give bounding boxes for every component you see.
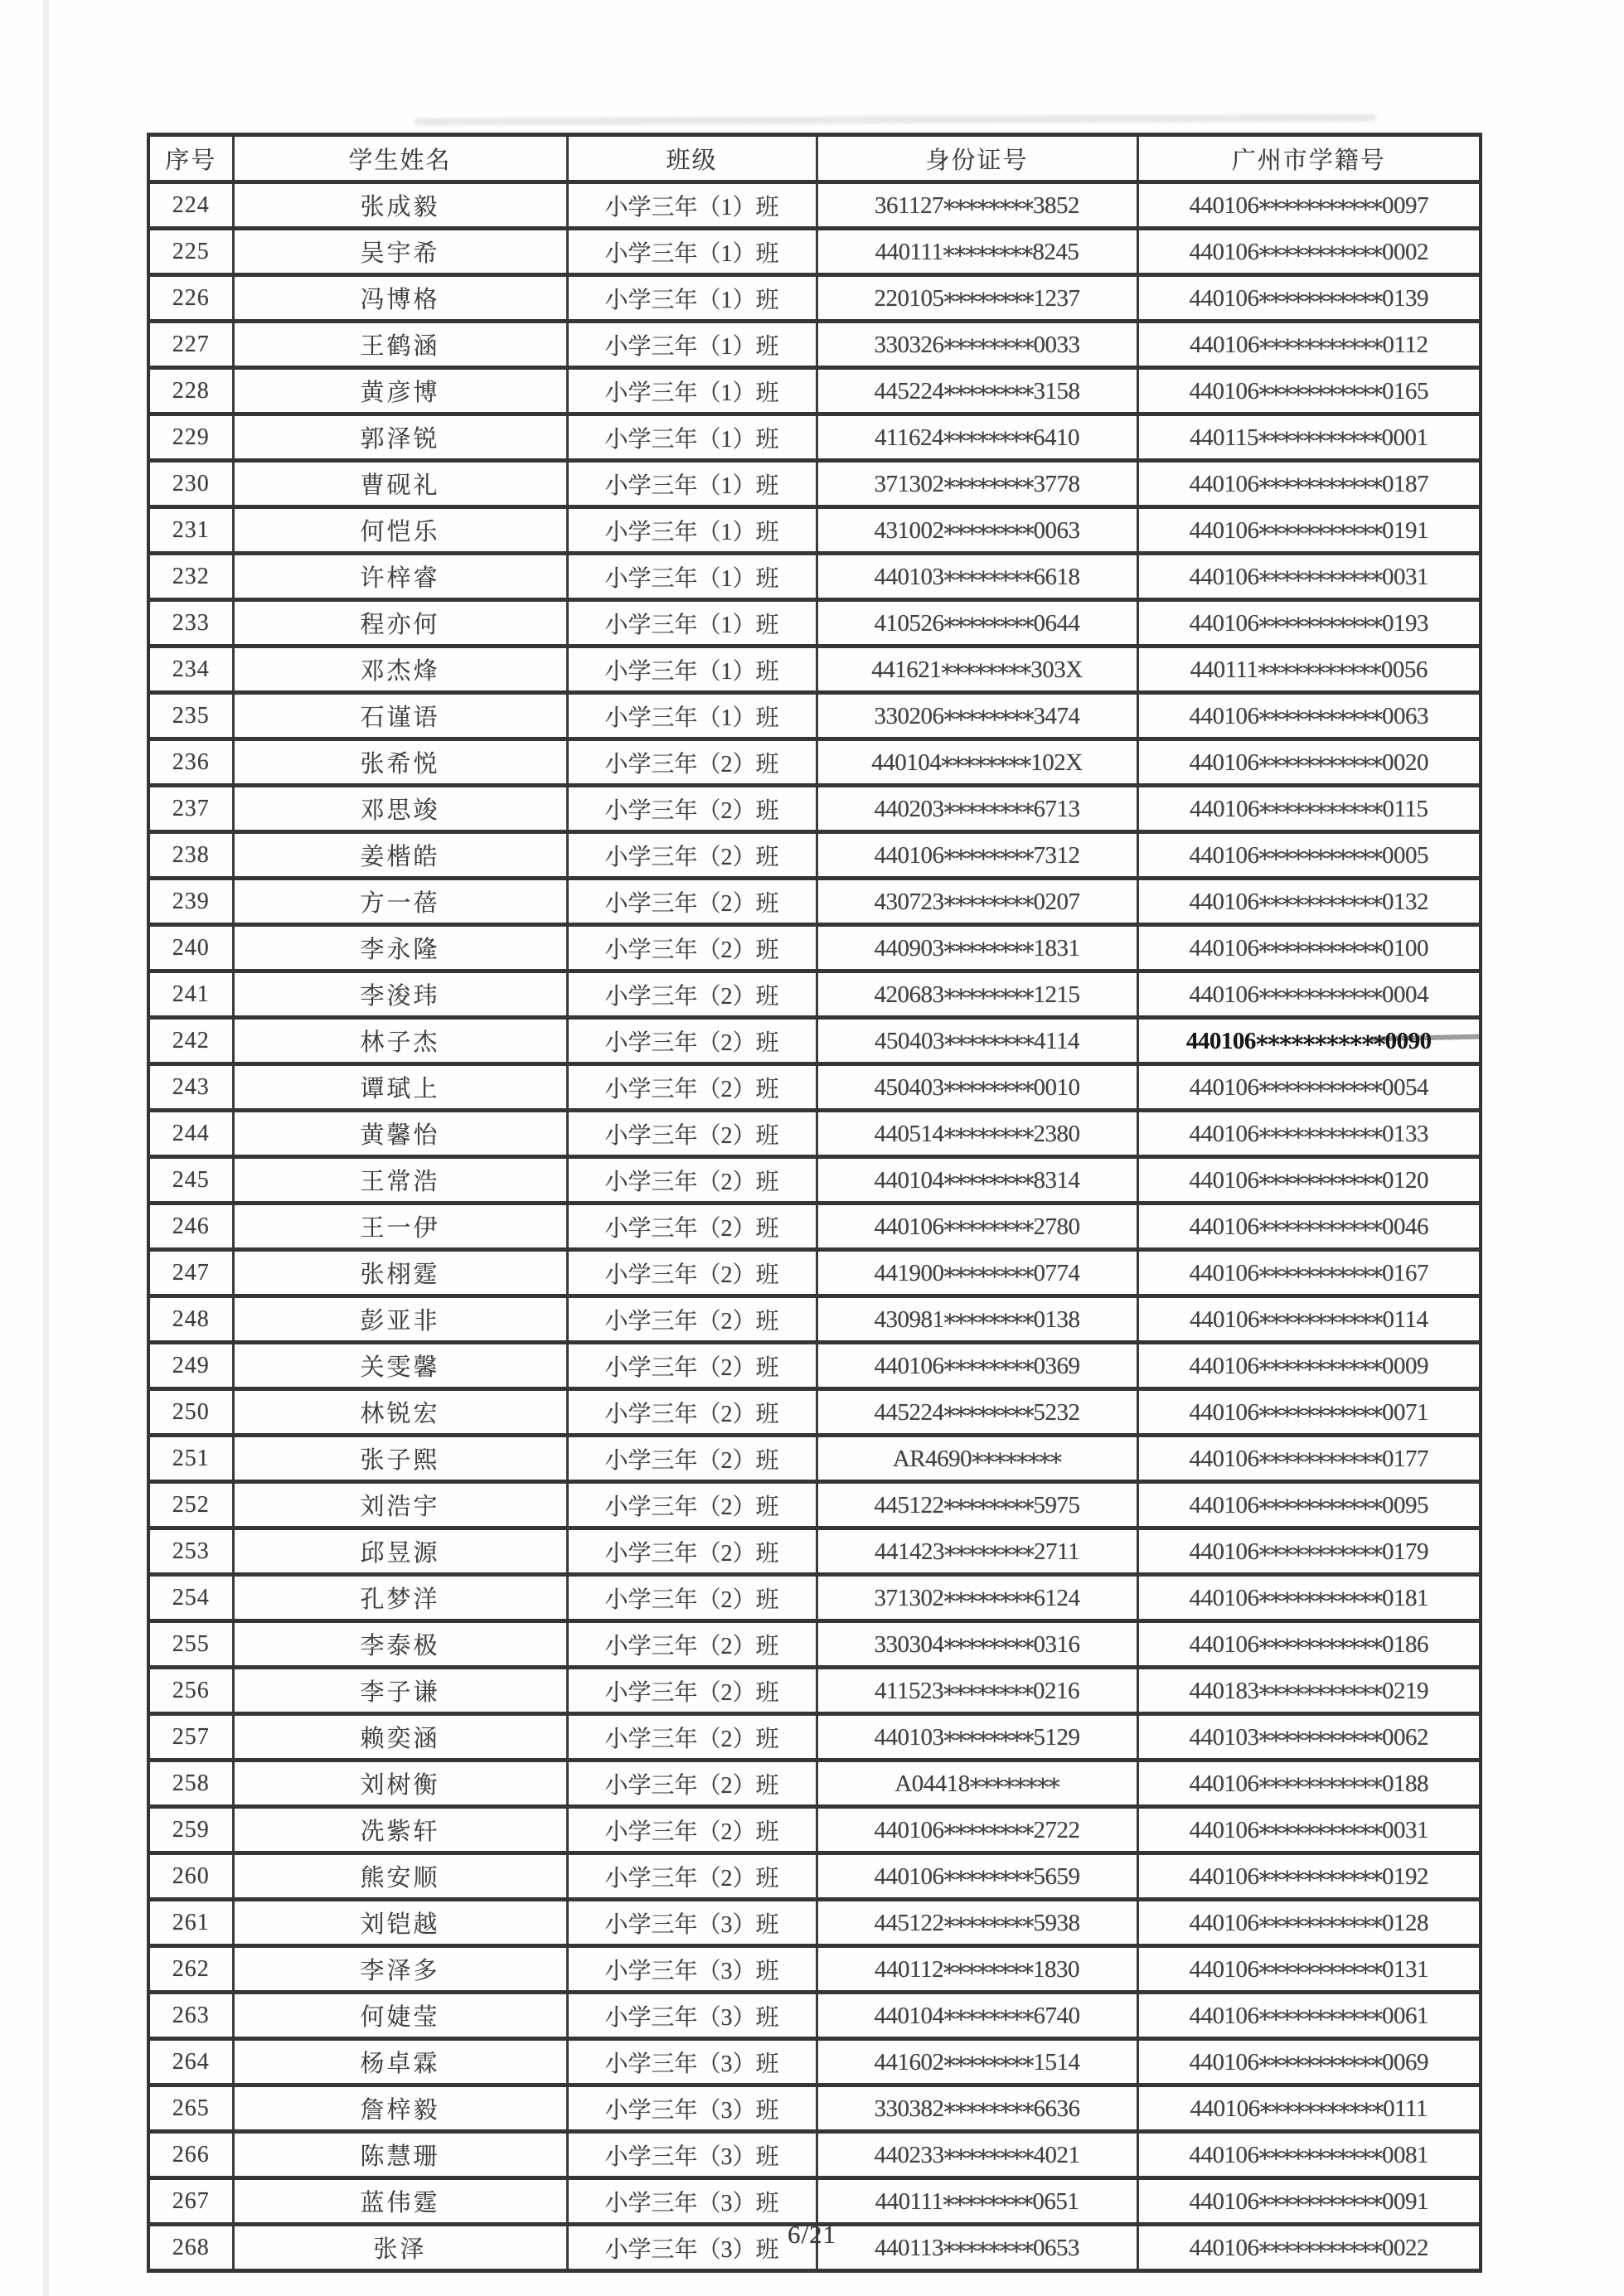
cell-student-number: 440106***********0090	[1137, 1018, 1481, 1064]
cell-student-number: 440106***********0188	[1137, 1761, 1481, 1807]
cell-student-name: 关雯馨	[233, 1343, 567, 1389]
cell-serial-number: 261	[148, 1900, 233, 1946]
cell-class: 小学三年（2）班	[567, 1761, 817, 1807]
cell-student-name: 许梓睿	[233, 554, 567, 600]
cell-student-number: 440106***********0186	[1137, 1621, 1481, 1668]
cell-student-name: 邱昱源	[233, 1528, 567, 1575]
table-row	[148, 1064, 1481, 1111]
cell-student-name: 黄彦博	[233, 368, 567, 414]
cell-serial-number: 241	[148, 971, 233, 1018]
cell-student-name: 陈慧珊	[233, 2132, 567, 2178]
table-row	[148, 1343, 1481, 1389]
cell-serial-number: 247	[148, 1250, 233, 1296]
cell-student-number: 440106***********0193	[1137, 600, 1481, 647]
cell-id-card-number: AR4690********	[817, 1436, 1137, 1482]
cell-student-name: 邓思竣	[233, 786, 567, 832]
cell-class: 小学三年（3）班	[567, 2178, 817, 2225]
cell-class: 小学三年（2）班	[567, 1668, 817, 1714]
cell-serial-number: 231	[148, 507, 233, 554]
cell-class: 小学三年（2）班	[567, 971, 817, 1018]
cell-class: 小学三年（2）班	[567, 1575, 817, 1621]
cell-student-number: 440115***********0001	[1137, 414, 1481, 461]
cell-student-number: 440106***********0061	[1137, 1993, 1481, 2039]
cell-student-name: 李永隆	[233, 925, 567, 971]
table-row	[148, 693, 1481, 739]
cell-student-name: 吴宇希	[233, 229, 567, 275]
table-row	[148, 647, 1481, 693]
cell-class: 小学三年（1）班	[567, 182, 817, 229]
cell-student-name: 林锐宏	[233, 1389, 567, 1436]
table-row	[148, 461, 1481, 507]
cell-student-name: 杨卓霖	[233, 2039, 567, 2085]
cell-id-card-number: 450403********4114	[817, 1018, 1137, 1064]
cell-serial-number: 256	[148, 1668, 233, 1714]
student-roster-table	[147, 133, 1482, 2273]
cell-student-number: 440106***********0131	[1137, 1946, 1481, 1993]
cell-serial-number: 268	[148, 2225, 233, 2271]
table-row	[148, 1528, 1481, 1575]
cell-student-number: 440106***********0091	[1137, 2178, 1481, 2225]
table-row	[148, 1111, 1481, 1157]
cell-id-card-number: 440103********6618	[817, 554, 1137, 600]
cell-serial-number: 232	[148, 554, 233, 600]
cell-student-name: 刘铠越	[233, 1900, 567, 1946]
cell-student-name: 赖奕涵	[233, 1714, 567, 1761]
cell-serial-number: 239	[148, 879, 233, 925]
table-row	[148, 1250, 1481, 1296]
cell-serial-number: 233	[148, 600, 233, 647]
cell-serial-number: 254	[148, 1575, 233, 1621]
cell-serial-number: 226	[148, 275, 233, 322]
table-row	[148, 1157, 1481, 1204]
cell-serial-number: 255	[148, 1621, 233, 1668]
table-row	[148, 1900, 1481, 1946]
cell-id-card-number: 440203********6713	[817, 786, 1137, 832]
cell-student-name: 张成毅	[233, 182, 567, 229]
cell-id-card-number: 420683********1215	[817, 971, 1137, 1018]
cell-student-name: 王鹤涵	[233, 322, 567, 368]
cell-id-card-number: 440106********5659	[817, 1853, 1137, 1900]
cell-class: 小学三年（2）班	[567, 739, 817, 786]
cell-serial-number: 260	[148, 1853, 233, 1900]
cell-id-card-number: 440111********0651	[817, 2178, 1137, 2225]
cell-student-number: 440111***********0056	[1137, 647, 1481, 693]
cell-student-number: 440106***********0081	[1137, 2132, 1481, 2178]
cell-class: 小学三年（2）班	[567, 1714, 817, 1761]
cell-student-number: 440106***********0179	[1137, 1528, 1481, 1575]
cell-id-card-number: 445122********5975	[817, 1482, 1137, 1528]
cell-serial-number: 245	[148, 1157, 233, 1204]
cell-id-card-number: 440106********2722	[817, 1807, 1137, 1853]
table-row	[148, 879, 1481, 925]
cell-student-number: 440106***********0114	[1137, 1296, 1481, 1343]
table-row	[148, 2039, 1481, 2085]
cell-id-card-number: 445224********3158	[817, 368, 1137, 414]
cell-serial-number: 264	[148, 2039, 233, 2085]
table-row	[148, 1482, 1481, 1528]
cell-student-name: 张希悦	[233, 739, 567, 786]
table-row	[148, 739, 1481, 786]
cell-student-number: 440106***********0063	[1137, 693, 1481, 739]
cell-student-name: 林子杰	[233, 1018, 567, 1064]
cell-student-number: 440106***********0191	[1137, 507, 1481, 554]
cell-id-card-number: 441602********1514	[817, 2039, 1137, 2085]
cell-class: 小学三年（1）班	[567, 554, 817, 600]
cell-serial-number: 262	[148, 1946, 233, 1993]
table-body	[148, 182, 1481, 2271]
cell-id-card-number: 440514********2380	[817, 1111, 1137, 1157]
table-row	[148, 507, 1481, 554]
cell-student-name: 李浚玮	[233, 971, 567, 1018]
cell-serial-number: 266	[148, 2132, 233, 2178]
table-row	[148, 414, 1481, 461]
cell-student-name: 孔梦洋	[233, 1575, 567, 1621]
table-row	[148, 1714, 1481, 1761]
table-row	[148, 2132, 1481, 2178]
cell-student-number: 440106***********0031	[1137, 554, 1481, 600]
cell-id-card-number: 441900********0774	[817, 1250, 1137, 1296]
cell-serial-number: 244	[148, 1111, 233, 1157]
cell-id-card-number: 330304********0316	[817, 1621, 1137, 1668]
cell-student-name: 方一蓓	[233, 879, 567, 925]
cell-serial-number: 236	[148, 739, 233, 786]
table-row	[148, 2178, 1481, 2225]
table-row	[148, 2085, 1481, 2132]
table-row	[148, 832, 1481, 879]
cell-serial-number: 251	[148, 1436, 233, 1482]
cell-serial-number: 259	[148, 1807, 233, 1853]
cell-class: 小学三年（1）班	[567, 229, 817, 275]
cell-id-card-number: 440233********4021	[817, 2132, 1137, 2178]
cell-student-number: 440106***********0177	[1137, 1436, 1481, 1482]
cell-id-card-number: 441423********2711	[817, 1528, 1137, 1575]
cell-student-number: 440106***********0167	[1137, 1250, 1481, 1296]
cell-class: 小学三年（2）班	[567, 832, 817, 879]
page-number: 6/21	[787, 2220, 837, 2249]
table-row	[148, 1436, 1481, 1482]
cell-class: 小学三年（2）班	[567, 1807, 817, 1853]
cell-id-card-number: 440106********0369	[817, 1343, 1137, 1389]
cell-class: 小学三年（2）班	[567, 925, 817, 971]
cell-serial-number: 224	[148, 182, 233, 229]
cell-student-number: 440106***********0031	[1137, 1807, 1481, 1853]
cell-serial-number: 250	[148, 1389, 233, 1436]
cell-student-name: 彭亚非	[233, 1296, 567, 1343]
cell-id-card-number: 430723********0207	[817, 879, 1137, 925]
scan-edge-artifact	[43, 0, 49, 2296]
cell-id-card-number: 445224********5232	[817, 1389, 1137, 1436]
cell-serial-number: 257	[148, 1714, 233, 1761]
cell-class: 小学三年（2）班	[567, 1528, 817, 1575]
cell-serial-number: 238	[148, 832, 233, 879]
cell-student-name: 蓝伟霆	[233, 2178, 567, 2225]
cell-id-card-number: 330326********0033	[817, 322, 1137, 368]
cell-student-number: 440106***********0100	[1137, 925, 1481, 971]
cell-student-name: 张子熙	[233, 1436, 567, 1482]
cell-serial-number: 235	[148, 693, 233, 739]
cell-student-name: 冼紫轩	[233, 1807, 567, 1853]
scan-smudge-artifact	[414, 114, 1376, 125]
cell-student-number: 440106***********0095	[1137, 1482, 1481, 1528]
table-row	[148, 1389, 1481, 1436]
cell-class: 小学三年（2）班	[567, 1621, 817, 1668]
cell-student-name: 程亦何	[233, 600, 567, 647]
cell-student-number: 440106***********0004	[1137, 971, 1481, 1018]
cell-student-name: 熊安顺	[233, 1853, 567, 1900]
cell-id-card-number: 371302********3778	[817, 461, 1137, 507]
cell-class: 小学三年（3）班	[567, 1993, 817, 2039]
cell-student-number: 440106***********0112	[1137, 322, 1481, 368]
cell-class: 小学三年（2）班	[567, 1436, 817, 1482]
cell-student-name: 李子谦	[233, 1668, 567, 1714]
table-row	[148, 1853, 1481, 1900]
cell-class: 小学三年（2）班	[567, 786, 817, 832]
cell-serial-number: 228	[148, 368, 233, 414]
cell-id-card-number: 411523********0216	[817, 1668, 1137, 1714]
header-serial-number: 序号	[148, 135, 233, 182]
cell-class: 小学三年（2）班	[567, 879, 817, 925]
cell-student-number: 440106***********0020	[1137, 739, 1481, 786]
cell-class: 小学三年（3）班	[567, 1946, 817, 1993]
table-row	[148, 1575, 1481, 1621]
cell-class: 小学三年（2）班	[567, 1853, 817, 1900]
cell-class: 小学三年（2）班	[567, 1111, 817, 1157]
cell-id-card-number: 410526********0644	[817, 600, 1137, 647]
cell-student-name: 曹砚礼	[233, 461, 567, 507]
cell-student-number: 440106***********0071	[1137, 1389, 1481, 1436]
table-row	[148, 1807, 1481, 1853]
table-row	[148, 229, 1481, 275]
cell-student-number: 440106***********0097	[1137, 182, 1481, 229]
table-row	[148, 275, 1481, 322]
cell-student-number: 440106***********0181	[1137, 1575, 1481, 1621]
cell-id-card-number: 431002********0063	[817, 507, 1137, 554]
table-row	[148, 1204, 1481, 1250]
table-row	[148, 182, 1481, 229]
cell-class: 小学三年（3）班	[567, 2085, 817, 2132]
table-row	[148, 786, 1481, 832]
cell-id-card-number: 440106********2780	[817, 1204, 1137, 1250]
cell-serial-number: 263	[148, 1993, 233, 2039]
cell-serial-number: 230	[148, 461, 233, 507]
table-row	[148, 971, 1481, 1018]
cell-serial-number: 252	[148, 1482, 233, 1528]
cell-student-name: 黄馨怡	[233, 1111, 567, 1157]
cell-serial-number: 229	[148, 414, 233, 461]
cell-class: 小学三年（1）班	[567, 414, 817, 461]
cell-student-name: 张栩霆	[233, 1250, 567, 1296]
table-row	[148, 1761, 1481, 1807]
cell-student-number: 440106***********0054	[1137, 1064, 1481, 1111]
cell-id-card-number: 440103********5129	[817, 1714, 1137, 1761]
cell-serial-number: 234	[148, 647, 233, 693]
cell-student-name: 王常浩	[233, 1157, 567, 1204]
cell-id-card-number: 440903********1831	[817, 925, 1137, 971]
cell-student-name: 张泽	[233, 2225, 567, 2271]
table-header-row	[148, 135, 1481, 182]
cell-student-number: 440106***********0002	[1137, 229, 1481, 275]
cell-serial-number: 227	[148, 322, 233, 368]
cell-class: 小学三年（2）班	[567, 1389, 817, 1436]
cell-id-card-number: 440104********6740	[817, 1993, 1137, 2039]
cell-student-name: 王一伊	[233, 1204, 567, 1250]
cell-id-card-number: 440104********102X	[817, 739, 1137, 786]
cell-serial-number: 237	[148, 786, 233, 832]
cell-id-card-number: 220105********1237	[817, 275, 1137, 322]
header-student-name: 学生姓名	[233, 135, 567, 182]
cell-student-number: 440106***********0022	[1137, 2225, 1481, 2271]
header-id-card-number: 身份证号	[817, 135, 1137, 182]
cell-serial-number: 267	[148, 2178, 233, 2225]
cell-student-name: 邓杰烽	[233, 647, 567, 693]
cell-student-name: 何婕莹	[233, 1993, 567, 2039]
cell-id-card-number: 411624********6410	[817, 414, 1137, 461]
cell-id-card-number: 440106********7312	[817, 832, 1137, 879]
cell-class: 小学三年（2）班	[567, 1018, 817, 1064]
cell-id-card-number: 430981********0138	[817, 1296, 1137, 1343]
cell-student-number: 440183***********0219	[1137, 1668, 1481, 1714]
cell-student-number: 440106***********0192	[1137, 1853, 1481, 1900]
cell-student-name: 郭泽锐	[233, 414, 567, 461]
cell-serial-number: 240	[148, 925, 233, 971]
cell-student-number: 440106***********0115	[1137, 786, 1481, 832]
cell-class: 小学三年（3）班	[567, 1900, 817, 1946]
cell-student-name: 何恺乐	[233, 507, 567, 554]
cell-class: 小学三年（1）班	[567, 693, 817, 739]
cell-student-number: 440106***********0187	[1137, 461, 1481, 507]
table-row	[148, 368, 1481, 414]
cell-serial-number: 258	[148, 1761, 233, 1807]
cell-class: 小学三年（1）班	[567, 647, 817, 693]
cell-id-card-number: 445122********5938	[817, 1900, 1137, 1946]
cell-student-name: 冯博格	[233, 275, 567, 322]
header-class: 班级	[567, 135, 817, 182]
table-row	[148, 925, 1481, 971]
cell-id-card-number: 371302********6124	[817, 1575, 1137, 1621]
cell-class: 小学三年（1）班	[567, 368, 817, 414]
cell-id-card-number: 440112********1830	[817, 1946, 1137, 1993]
cell-student-name: 李泽多	[233, 1946, 567, 1993]
cell-id-card-number: 441621********303X	[817, 647, 1137, 693]
cell-student-number: 440103***********0062	[1137, 1714, 1481, 1761]
cell-student-number: 440106***********0009	[1137, 1343, 1481, 1389]
cell-class: 小学三年（1）班	[567, 275, 817, 322]
cell-class: 小学三年（1）班	[567, 507, 817, 554]
table-row	[148, 1296, 1481, 1343]
cell-student-number: 440106***********0005	[1137, 832, 1481, 879]
cell-student-number: 440106***********0111	[1137, 2085, 1481, 2132]
cell-class: 小学三年（3）班	[567, 2225, 817, 2271]
cell-class: 小学三年（3）班	[567, 2039, 817, 2085]
cell-student-number: 440106***********0046	[1137, 1204, 1481, 1250]
table-row	[148, 1993, 1481, 2039]
cell-id-card-number: 440113********0653	[817, 2225, 1137, 2271]
cell-id-card-number: 330382********6636	[817, 2085, 1137, 2132]
cell-class: 小学三年（2）班	[567, 1250, 817, 1296]
cell-class: 小学三年（2）班	[567, 1204, 817, 1250]
table-row	[148, 322, 1481, 368]
cell-id-card-number: 450403********0010	[817, 1064, 1137, 1111]
cell-id-card-number: 440104********8314	[817, 1157, 1137, 1204]
cell-class: 小学三年（2）班	[567, 1157, 817, 1204]
cell-student-name: 姜楷皓	[233, 832, 567, 879]
table-row	[148, 1018, 1481, 1064]
cell-student-name: 詹梓毅	[233, 2085, 567, 2132]
cell-student-number: 440106***********0165	[1137, 368, 1481, 414]
table-row	[148, 1621, 1481, 1668]
cell-class: 小学三年（3）班	[567, 2132, 817, 2178]
cell-class: 小学三年（1）班	[567, 600, 817, 647]
cell-student-number: 440106***********0069	[1137, 2039, 1481, 2085]
table-row	[148, 554, 1481, 600]
cell-student-name: 刘浩宇	[233, 1482, 567, 1528]
cell-student-name: 刘树衡	[233, 1761, 567, 1807]
cell-id-card-number: A04418********	[817, 1761, 1137, 1807]
cell-serial-number: 253	[148, 1528, 233, 1575]
table-row	[148, 1668, 1481, 1714]
cell-class: 小学三年（2）班	[567, 1343, 817, 1389]
cell-class: 小学三年（2）班	[567, 1296, 817, 1343]
cell-serial-number: 242	[148, 1018, 233, 1064]
cell-student-number: 440106***********0139	[1137, 275, 1481, 322]
cell-class: 小学三年（2）班	[567, 1064, 817, 1111]
cell-student-name: 李泰极	[233, 1621, 567, 1668]
cell-id-card-number: 330206********3474	[817, 693, 1137, 739]
cell-student-number: 440106***********0128	[1137, 1900, 1481, 1946]
cell-student-name: 谭珷上	[233, 1064, 567, 1111]
cell-student-number: 440106***********0132	[1137, 879, 1481, 925]
cell-id-card-number: 361127********3852	[817, 182, 1137, 229]
cell-serial-number: 225	[148, 229, 233, 275]
cell-student-number: 440106***********0133	[1137, 1111, 1481, 1157]
cell-serial-number: 243	[148, 1064, 233, 1111]
cell-student-name: 石谨语	[233, 693, 567, 739]
cell-serial-number: 248	[148, 1296, 233, 1343]
cell-class: 小学三年（2）班	[567, 1482, 817, 1528]
cell-serial-number: 265	[148, 2085, 233, 2132]
cell-serial-number: 246	[148, 1204, 233, 1250]
cell-serial-number: 249	[148, 1343, 233, 1389]
header-guangzhou-student-number: 广州市学籍号	[1137, 135, 1481, 182]
cell-student-number: 440106***********0120	[1137, 1157, 1481, 1204]
cell-class: 小学三年（1）班	[567, 461, 817, 507]
table-row	[148, 1946, 1481, 1993]
table-row	[148, 600, 1481, 647]
cell-id-card-number: 440111********8245	[817, 229, 1137, 275]
cell-class: 小学三年（1）班	[567, 322, 817, 368]
